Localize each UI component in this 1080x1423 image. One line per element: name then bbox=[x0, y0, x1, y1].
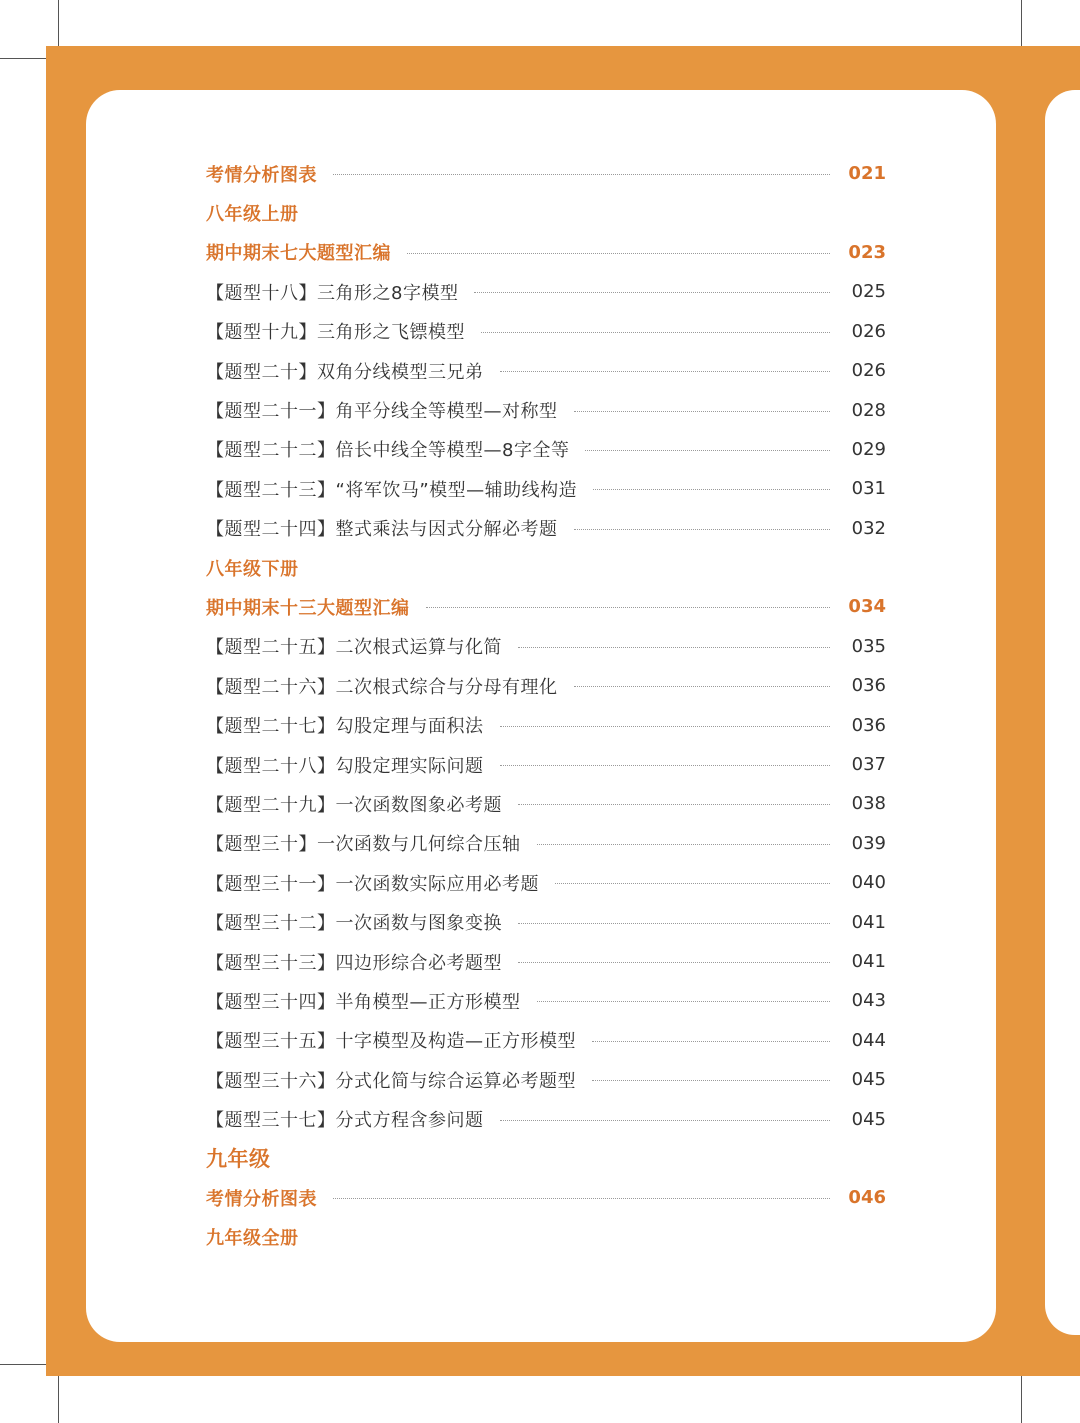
toc-title: 【题型二十】双角分线模型三兄弟 bbox=[206, 361, 484, 383]
dot-leader bbox=[333, 1198, 830, 1199]
dot-leader bbox=[500, 1120, 831, 1121]
page-number: 025 bbox=[851, 281, 886, 303]
dot-leader bbox=[481, 332, 830, 333]
toc-entry bbox=[206, 784, 886, 823]
page-number: 032 bbox=[851, 517, 886, 539]
crop-mark bbox=[58, 1376, 59, 1423]
toc-title: 期中期末七大题型汇编 bbox=[206, 243, 391, 265]
toc-section bbox=[206, 193, 886, 232]
toc-title: 【题型二十九】一次函数图象必考题 bbox=[206, 794, 502, 816]
toc-entry bbox=[206, 942, 886, 981]
page-number: 028 bbox=[851, 399, 886, 421]
toc-entry bbox=[206, 627, 886, 666]
toc-entry bbox=[206, 272, 886, 311]
dot-leader bbox=[333, 174, 830, 175]
toc-entry bbox=[206, 863, 886, 902]
toc-title: 【题型二十七】勾股定理与面积法 bbox=[206, 716, 484, 738]
toc-title: 【题型二十六】二次根式综合与分母有理化 bbox=[206, 676, 558, 698]
dot-leader bbox=[500, 765, 831, 766]
dot-leader bbox=[426, 607, 831, 608]
page-number: 041 bbox=[851, 911, 886, 933]
toc-title: 【题型二十二】倍长中线全等模型—8字全等 bbox=[206, 440, 570, 462]
dot-leader bbox=[593, 489, 830, 490]
page-number: 045 bbox=[851, 1108, 886, 1130]
toc-title: 九年级全册 bbox=[206, 1228, 299, 1250]
toc-title: 【题型三十四】半角模型—正方形模型 bbox=[206, 991, 521, 1013]
toc-title: 【题型三十六】分式化简与综合运算必考题型 bbox=[206, 1070, 576, 1092]
toc-title: 【题型十九】三角形之飞镖模型 bbox=[206, 322, 465, 344]
dot-leader bbox=[407, 253, 830, 254]
toc-entry bbox=[206, 430, 886, 469]
toc-title: 期中期末十三大题型汇编 bbox=[206, 597, 410, 619]
toc-title: 【题型二十八】勾股定理实际问题 bbox=[206, 755, 484, 777]
page-number: 021 bbox=[848, 163, 886, 185]
toc-title: 考情分析图表 bbox=[206, 1188, 317, 1210]
page-number: 026 bbox=[851, 320, 886, 342]
dot-leader bbox=[500, 726, 831, 727]
toc-title: 【题型十八】三角形之8字模型 bbox=[206, 282, 459, 304]
crop-mark bbox=[0, 58, 46, 59]
dot-leader bbox=[518, 962, 830, 963]
page-number: 036 bbox=[851, 714, 886, 736]
toc-section bbox=[206, 548, 886, 587]
toc-entry bbox=[206, 351, 886, 390]
toc-entry bbox=[206, 312, 886, 351]
toc-entry bbox=[206, 390, 886, 429]
toc-title: 【题型二十一】角平分线全等模型—对称型 bbox=[206, 401, 558, 423]
dot-leader bbox=[585, 450, 830, 451]
toc-heading bbox=[206, 233, 886, 272]
toc-title: 八年级下册 bbox=[206, 558, 299, 580]
dot-leader bbox=[500, 371, 831, 372]
page-number: 041 bbox=[851, 951, 886, 972]
page-number: 035 bbox=[851, 635, 886, 657]
dot-leader bbox=[555, 883, 830, 884]
toc-title: 【题型三十三】四边形综合必考题型 bbox=[206, 952, 502, 974]
page-number: 039 bbox=[851, 832, 886, 854]
page-number: 037 bbox=[851, 754, 886, 776]
toc-title: 考情分析图表 bbox=[206, 164, 317, 186]
page-number: 043 bbox=[851, 990, 886, 1012]
toc-heading bbox=[206, 1178, 886, 1217]
page-number: 023 bbox=[848, 241, 886, 263]
dot-leader bbox=[537, 844, 831, 845]
dot-leader bbox=[574, 411, 831, 412]
page-number: 040 bbox=[851, 872, 886, 894]
crop-mark bbox=[1021, 0, 1022, 46]
toc-title: 【题型二十三】“将军饮马”模型—辅助线构造 bbox=[206, 479, 578, 501]
toc-entry bbox=[206, 509, 886, 548]
toc-title: 八年级上册 bbox=[206, 204, 299, 226]
crop-mark bbox=[58, 0, 59, 46]
crop-mark bbox=[1021, 1376, 1022, 1423]
toc-entry bbox=[206, 705, 886, 744]
page-number: 029 bbox=[851, 438, 886, 460]
page-number: 036 bbox=[851, 675, 886, 697]
toc-entry bbox=[206, 1021, 886, 1060]
dot-leader bbox=[592, 1080, 830, 1081]
toc-section bbox=[206, 1218, 886, 1257]
toc-heading bbox=[206, 154, 886, 193]
toc-title: 【题型三十七】分式方程含参问题 bbox=[206, 1110, 484, 1132]
toc-entry bbox=[206, 981, 886, 1020]
toc-title: 【题型三十】一次函数与几何综合压轴 bbox=[206, 834, 521, 856]
toc-entry bbox=[206, 469, 886, 508]
toc-grade bbox=[206, 1139, 886, 1178]
dot-leader bbox=[518, 804, 830, 805]
page-number: 026 bbox=[851, 360, 886, 382]
toc-title: 九年级 bbox=[206, 1147, 271, 1172]
toc-title: 【题型二十四】整式乘法与因式分解必考题 bbox=[206, 519, 558, 541]
dot-leader bbox=[574, 686, 831, 687]
crop-mark bbox=[0, 1364, 46, 1365]
toc-entry bbox=[206, 745, 886, 784]
toc-entry bbox=[206, 824, 886, 863]
toc-title: 【题型三十二】一次函数与图象变换 bbox=[206, 913, 502, 935]
toc-entry bbox=[206, 902, 886, 941]
dot-leader bbox=[537, 1001, 831, 1002]
page-number: 044 bbox=[851, 1029, 886, 1051]
page-number: 034 bbox=[848, 596, 886, 618]
table-of-contents bbox=[206, 154, 886, 1257]
toc-entry bbox=[206, 666, 886, 705]
dot-leader bbox=[518, 923, 830, 924]
page-number: 031 bbox=[851, 478, 886, 500]
toc-title: 【题型三十五】十字模型及构造—正方形模型 bbox=[206, 1031, 576, 1053]
toc-heading bbox=[206, 587, 886, 626]
toc-entry bbox=[206, 1099, 886, 1138]
page-number: 038 bbox=[851, 793, 886, 815]
dot-leader bbox=[592, 1041, 830, 1042]
dot-leader bbox=[574, 529, 831, 530]
toc-title: 【题型二十五】二次根式运算与化简 bbox=[206, 637, 502, 659]
page-number: 046 bbox=[848, 1187, 886, 1209]
dot-leader bbox=[474, 292, 830, 293]
next-page-card bbox=[1045, 90, 1080, 1335]
toc-title: 【题型三十一】一次函数实际应用必考题 bbox=[206, 873, 539, 895]
dot-leader bbox=[518, 647, 830, 648]
page-number: 045 bbox=[851, 1069, 886, 1091]
toc-entry bbox=[206, 1060, 886, 1099]
